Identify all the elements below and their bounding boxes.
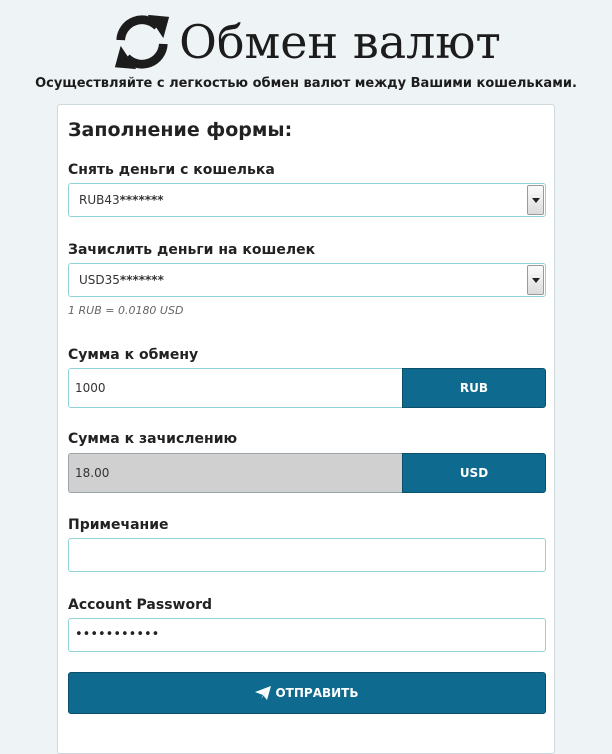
exchange-rate: 1 RUB = 0.0180 USD — [68, 304, 184, 317]
amount-label: Сумма к обмену — [68, 347, 199, 363]
page-subtitle: Осуществляйте с легкостью обмен валют между Вашими кошельками. — [35, 76, 577, 91]
sync-arrows-icon — [111, 11, 173, 73]
credit-label: Сумма к зачислению — [68, 431, 238, 447]
from-wallet-value: RUB43******* — [79, 193, 164, 207]
amount-group — [68, 368, 546, 408]
submit-label: ОТПРАВИТЬ — [275, 686, 359, 700]
form-title: Заполнение формы: — [68, 119, 293, 141]
page-header — [0, 10, 612, 74]
note-input[interactable] — [68, 538, 546, 572]
amount-input[interactable]: 1000 — [68, 368, 403, 408]
chevron-down-icon[interactable] — [527, 265, 544, 295]
from-wallet-label: Снять деньги с кошелька — [68, 162, 275, 178]
chevron-down-icon[interactable] — [527, 185, 544, 215]
to-wallet-label: Зачислить деньги на кошелек — [68, 242, 316, 258]
password-input[interactable]: ••••••••••• — [68, 618, 546, 652]
credit-currency: USD — [402, 453, 546, 493]
page-title: Обмен валют — [179, 15, 501, 69]
exchange-form — [57, 104, 555, 754]
credit-group — [68, 453, 546, 493]
note-label: Примечание — [68, 517, 169, 533]
password-label: Account Password — [68, 597, 213, 613]
submit-button[interactable] — [68, 672, 546, 714]
paper-plane-icon — [255, 686, 271, 700]
to-wallet-select[interactable] — [68, 263, 546, 297]
to-wallet-value: USD35******* — [79, 273, 164, 287]
amount-currency: RUB — [402, 368, 546, 408]
from-wallet-select[interactable] — [68, 183, 546, 217]
credit-output: 18.00 — [68, 453, 403, 493]
